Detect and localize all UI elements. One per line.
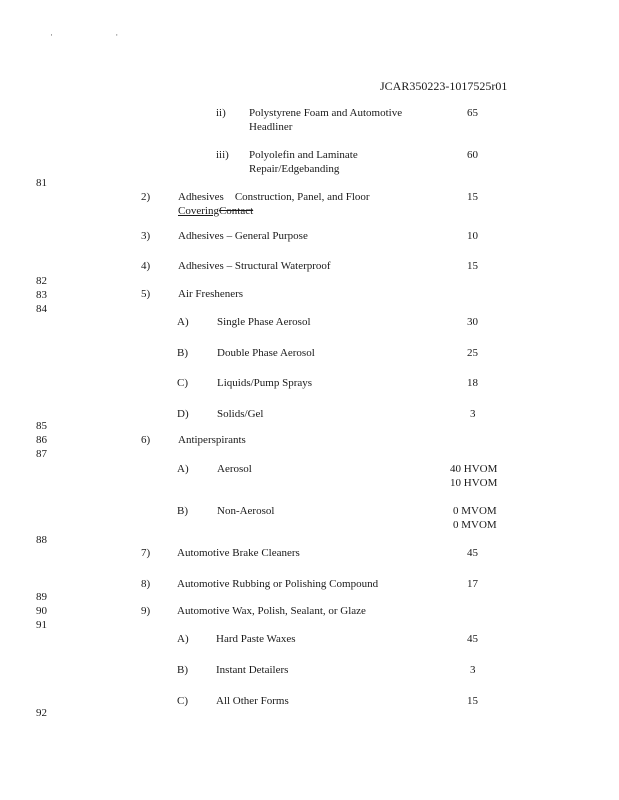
item-text: Hard Paste Waxes xyxy=(216,633,296,645)
item-value: 25 xyxy=(467,347,478,359)
line-number: 91 xyxy=(36,619,47,631)
item-label: 4) xyxy=(141,260,151,272)
item-text: Non-Aerosol xyxy=(217,505,275,517)
item-label: C) xyxy=(177,695,188,707)
item-value: 15 xyxy=(467,260,478,272)
item-value-secondary: 0 MVOM xyxy=(453,519,497,531)
scan-corner-marks: · · xyxy=(50,30,149,40)
item-text: Double Phase Aerosol xyxy=(217,347,315,359)
item-text: Adhesives – General Purpose xyxy=(178,230,308,242)
item-text: Adhesives Construction, Panel, and Floor xyxy=(178,191,370,203)
line-number: 86 xyxy=(36,434,47,446)
line-number: 81 xyxy=(36,177,47,189)
item-value: 15 xyxy=(467,695,478,707)
item-value: 18 xyxy=(467,377,478,389)
item-label: A) xyxy=(177,316,189,328)
item-label: A) xyxy=(177,463,189,475)
item-label: iii) xyxy=(216,149,229,161)
item-label: 6) xyxy=(141,434,151,446)
item-label: 7) xyxy=(141,547,151,559)
line-number: 89 xyxy=(36,591,47,603)
item-text-continued: Repair/Edgebanding xyxy=(249,163,340,175)
item-value: 45 xyxy=(467,547,478,559)
item-text: Single Phase Aerosol xyxy=(217,316,311,328)
item-text: Automotive Brake Cleaners xyxy=(177,547,300,559)
line-number: 85 xyxy=(36,420,47,432)
line-number: 88 xyxy=(36,534,47,546)
item-text: Instant Detailers xyxy=(216,664,289,676)
deleted-text: Contact xyxy=(218,205,254,217)
item-label: 2) xyxy=(141,191,151,203)
item-label: B) xyxy=(177,505,188,517)
line-number: 82 xyxy=(36,275,47,287)
item-value: 0 MVOM xyxy=(453,505,497,517)
item-value: 10 xyxy=(467,230,478,242)
item-label: 5) xyxy=(141,288,151,300)
item-text: Aerosol xyxy=(217,463,252,475)
item-label: ii) xyxy=(216,107,226,119)
item-label: 9) xyxy=(141,605,151,617)
line-number: 92 xyxy=(36,707,47,719)
item-text-amendment xyxy=(178,204,253,218)
item-label: 3) xyxy=(141,230,151,242)
item-label: D) xyxy=(177,408,189,420)
item-text: All Other Forms xyxy=(216,695,289,707)
item-text: Automotive Rubbing or Polishing Compound xyxy=(177,578,379,590)
item-text: Adhesives – Structural Waterproof xyxy=(178,260,331,272)
item-label: C) xyxy=(177,377,188,389)
item-label: A) xyxy=(177,633,189,645)
item-value: 45 xyxy=(467,633,478,645)
line-number: 90 xyxy=(36,605,47,617)
item-text: Solids/Gel xyxy=(217,408,264,420)
item-text-continued: Headliner xyxy=(249,121,293,133)
line-number: 83 xyxy=(36,289,47,301)
line-number: 87 xyxy=(36,448,47,460)
inserted-text: Covering xyxy=(178,205,219,217)
line-number: 84 xyxy=(36,303,47,315)
item-value: 65 xyxy=(467,107,478,119)
item-text: Liquids/Pump Sprays xyxy=(217,377,313,389)
document-id-header: JCAR350223-1017525r01 xyxy=(380,79,508,93)
item-label: B) xyxy=(177,347,188,359)
item-value-secondary: 10 HVOM xyxy=(450,477,498,489)
item-value: 3 xyxy=(470,408,476,420)
item-label: 8) xyxy=(141,578,151,590)
item-label: B) xyxy=(177,664,188,676)
item-value: 15 xyxy=(467,191,478,203)
item-value: 17 xyxy=(467,578,478,590)
item-text: Polystyrene Foam and Automotive xyxy=(249,107,403,119)
item-text: Antiperspirants xyxy=(178,434,246,446)
item-text: Polyolefin and Laminate xyxy=(249,149,358,161)
item-text: Air Fresheners xyxy=(178,288,244,300)
item-value: 60 xyxy=(467,149,478,161)
item-value: 3 xyxy=(470,664,476,676)
item-value: 30 xyxy=(467,316,478,328)
item-value: 40 HVOM xyxy=(450,463,498,475)
item-text: Automotive Wax, Polish, Sealant, or Glaze xyxy=(177,605,366,617)
